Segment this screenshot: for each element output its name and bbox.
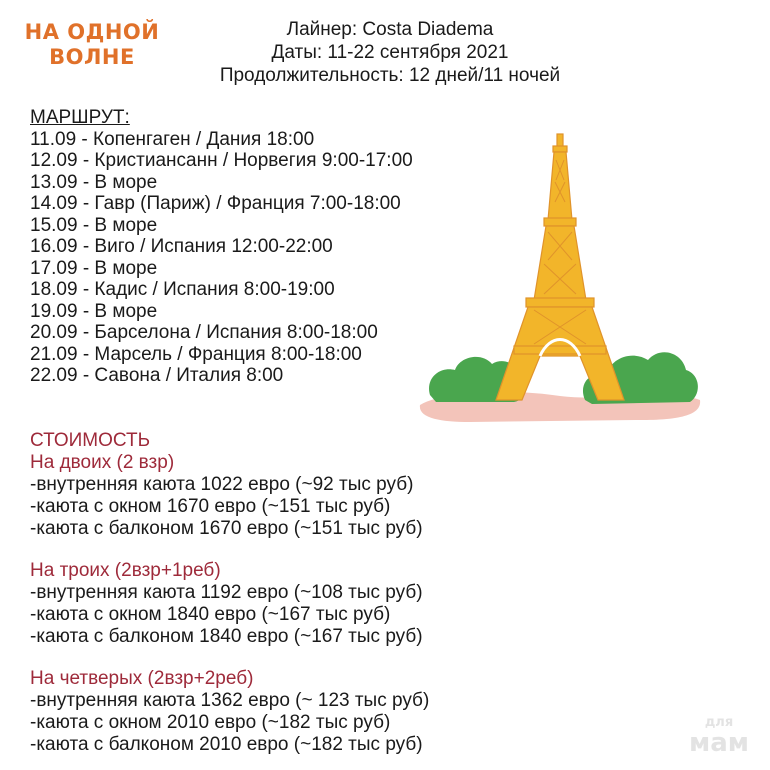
price-line: -внутренняя каюта 1022 евро (~92 тыс руб)	[30, 474, 414, 495]
route-item: 17.09 - В море	[30, 257, 158, 279]
price-line: -каюта с балконом 1670 евро (~151 тыс руб)	[30, 518, 423, 539]
price-line: -внутренняя каюта 1362 евро (~ 123 тыс руб)	[30, 690, 430, 711]
price-line: -внутренняя каюта 1192 евро (~108 тыс руб)	[30, 582, 423, 603]
liner-name: Лайнер: Costa Diadema	[286, 19, 494, 40]
route-item: 14.09 - Гавр (Париж) / Франция 7:00-18:00	[30, 193, 401, 214]
cruise-dates: Даты: 11-22 сентября 2021	[271, 42, 509, 63]
price-line: -каюта с окном 1670 евро (~151 тыс руб)	[30, 496, 391, 517]
route-item: 19.09 - В море	[30, 300, 158, 322]
watermark-big: мам	[688, 728, 750, 758]
watermark-small: для	[704, 715, 734, 730]
price-line: -каюта с балконом 2010 евро (~182 тыс руб)	[30, 734, 423, 755]
logo-line-2: ВОЛНЕ	[49, 45, 135, 69]
cruise-duration: Продолжительность: 12 дней/11 ночей	[219, 65, 561, 86]
cost-title: СТОИМОСТЬ	[30, 430, 151, 451]
route-item: 16.09 - Виго / Испания 12:00-22:00	[30, 236, 333, 257]
logo	[22, 20, 162, 70]
watermark	[684, 716, 754, 756]
logo-line-1: НА ОДНОЙ	[24, 20, 160, 44]
eiffel-tower-illustration	[410, 120, 710, 430]
route-item: 15.09 - В море	[30, 214, 158, 236]
cruise-header	[190, 18, 590, 87]
price-line: -каюта с окном 1840 евро (~167 тыс руб)	[30, 604, 391, 625]
group-heading: На троих (2взр+1реб)	[30, 560, 221, 581]
route-item: 21.09 - Марсель / Франция 8:00-18:00	[30, 343, 362, 365]
route-item: 13.09 - В море	[30, 171, 158, 193]
route-item: 20.09 - Барселона / Испания 8:00-18:00	[30, 322, 378, 343]
route-item: 12.09 - Кристиансанн / Норвегия 9:00-17:00	[30, 150, 413, 171]
route-item: 18.09 - Кадис / Испания 8:00-19:00	[30, 279, 335, 300]
route-item: 22.09 - Савона / Италия 8:00	[30, 365, 284, 386]
route-title: МАРШРУТ:	[30, 107, 130, 128]
price-line: -каюта с окном 2010 евро (~182 тыс руб)	[30, 712, 391, 733]
price-line: -каюта с балконом 1840 евро (~167 тыс руб)	[30, 626, 423, 647]
group-heading: На четверых (2взр+2реб)	[30, 668, 254, 689]
group-heading: На двоих (2 взр)	[30, 452, 175, 473]
route-section	[30, 107, 413, 387]
cost-section	[30, 430, 429, 756]
route-item: 11.09 - Копенгаген / Дания 18:00	[30, 128, 315, 150]
